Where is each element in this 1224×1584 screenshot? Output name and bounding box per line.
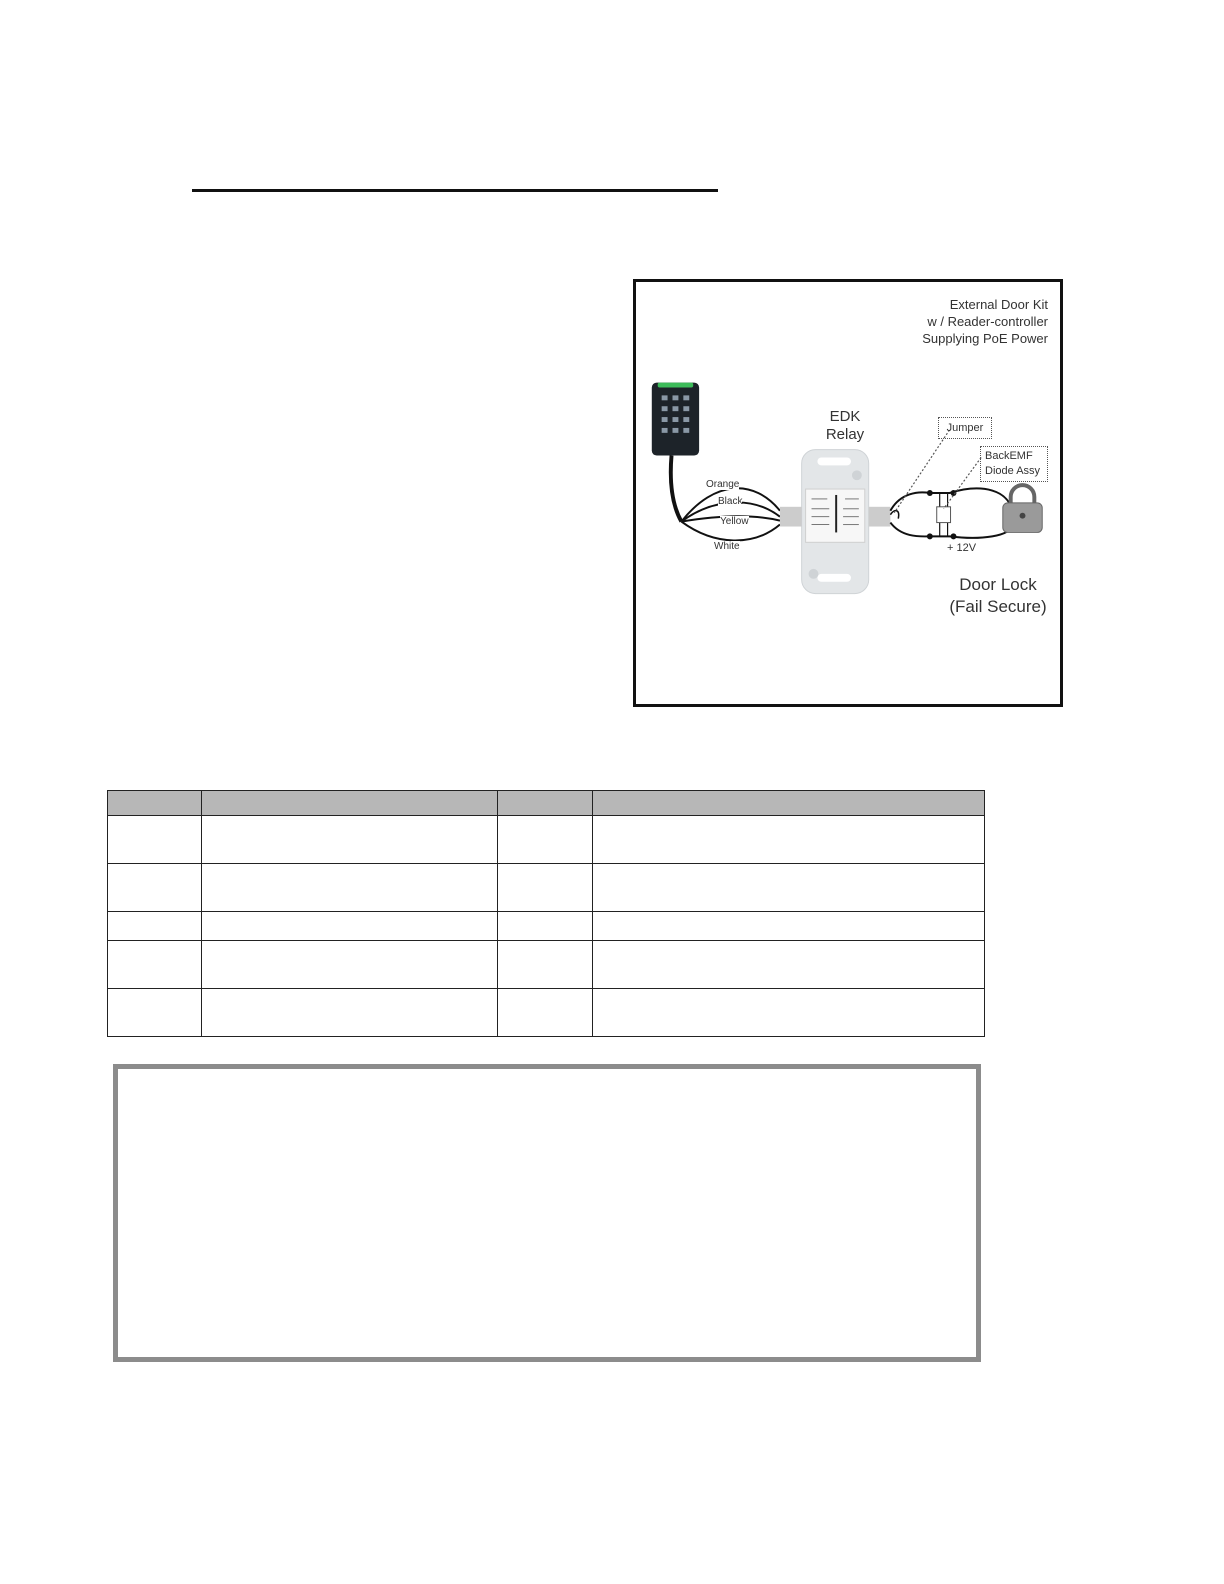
table-row (108, 816, 985, 864)
section-title-underline (192, 189, 718, 192)
table-row (108, 989, 985, 1037)
table-row (108, 912, 985, 941)
table-cell (593, 816, 985, 864)
back-emf-diode-icon (927, 490, 957, 539)
table-row (108, 864, 985, 912)
table-cell (108, 912, 202, 941)
table-header-cell (108, 791, 202, 816)
table-cell (108, 864, 202, 912)
door-lock-caption-line: (Fail Secure) (949, 597, 1047, 616)
relay-caption-line: Relay (825, 426, 865, 443)
table-cell (497, 989, 593, 1037)
table-cell (201, 816, 497, 864)
wire-label-orange: Orange (706, 479, 740, 490)
table-header-cell (201, 791, 497, 816)
table-cell (593, 912, 985, 941)
keypad-reader-icon (652, 383, 699, 522)
padlock-icon (1003, 485, 1042, 532)
leader-lines (894, 430, 981, 513)
table-cell (201, 941, 497, 989)
table-cell (108, 941, 202, 989)
kit-caption (848, 296, 1048, 347)
door-lock-caption-line: Door Lock (959, 575, 1037, 594)
table-cell (593, 864, 985, 912)
table-header-cell (593, 791, 985, 816)
wire-label-black: Black (718, 496, 743, 507)
table-cell (201, 912, 497, 941)
table-cell (108, 816, 202, 864)
kit-caption-line: Supplying PoE Power (922, 331, 1048, 346)
wiring-spec-table (107, 790, 985, 1037)
table-header-row (108, 791, 985, 816)
back-emf-label-line: Diode Assy (985, 465, 1041, 477)
table-cell (108, 989, 202, 1037)
table-cell (497, 864, 593, 912)
table-cell (593, 989, 985, 1037)
table-cell (201, 864, 497, 912)
jumper-label: Jumper (938, 417, 992, 439)
table-cell (201, 989, 497, 1037)
wire-label-white: White (714, 541, 740, 552)
table-header-cell (497, 791, 593, 816)
door-lock-caption (918, 574, 1078, 618)
relay-caption (808, 408, 882, 444)
table-cell (497, 816, 593, 864)
table-cell (593, 941, 985, 989)
kit-caption-line: External Door Kit (949, 297, 1048, 312)
table-cell (497, 912, 593, 941)
table-cell (497, 941, 593, 989)
note-box (113, 1064, 981, 1362)
voltage-label: + 12V (947, 542, 977, 554)
table-row (108, 941, 985, 989)
wire-label-yellow: Yellow (720, 516, 749, 527)
back-emf-label (980, 446, 1048, 482)
kit-caption-line: w / Reader-controller (927, 314, 1048, 329)
wiring-diagram-figure (633, 279, 1063, 707)
edk-relay-icon (780, 450, 890, 594)
relay-caption-line: EDK (829, 408, 861, 425)
back-emf-label-line: BackEMF (985, 450, 1033, 462)
lock-wiring (890, 488, 1012, 537)
